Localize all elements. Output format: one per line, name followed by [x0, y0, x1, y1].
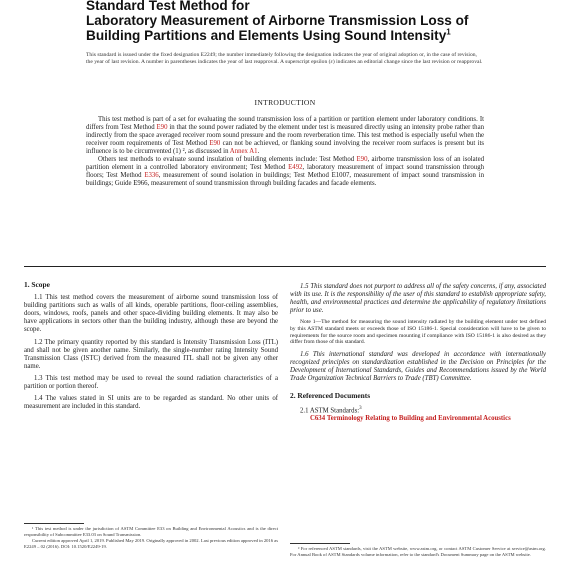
- footnote-edition: Current edition approved April 1, 2019. Published May 2019. Originally approved in 2002. Last previous edition approved in 2016 as E2249 – 02 (2016). DOI: 10.1520/E2249-19.: [24, 538, 278, 549]
- title-line-1: Standard Test Method for: [86, 0, 250, 13]
- introduction-paragraph-2: Others test methods to evaluate sound insulation of building elements include: Test Method E90, airborne transmission loss of an isolated partition element in a controlled laboratory environment; Test Method E492, laboratory measurement of impact sound transmission through floors; Test Method E336, measurement of sound isolation in buildings; Test Method E1007, measurement of impact sound transmission in buildings; Guide E966, measurement of sound transmission through building facades and facade elements.: [86, 156, 485, 188]
- scope-1-2: 1.2 The primary quantity reported by this standard is Intensity Transmission Loss (ITL) and shall not be given another name. Similarly, the single-number rating Intensity Sound Transmission Class (ISTC) derived from the measured ITL shall not be given any other name.: [24, 338, 278, 370]
- link-e90-3[interactable]: E90: [356, 156, 368, 164]
- link-annex-a1[interactable]: Annex A1: [229, 148, 258, 156]
- reference-code: C634: [310, 415, 326, 423]
- introduction-section: [86, 116, 484, 188]
- link-e90-2[interactable]: E90: [209, 140, 221, 148]
- link-e336[interactable]: E336: [144, 172, 159, 180]
- footnote-rule-right: [290, 543, 350, 544]
- scope-note-1: Note 1—The method for measuring the sound intensity radiated by the building element under test defined by this ASTM standard meets or exceeds those of ISO 15186-1. Special consideration will have to be given to requirements for the source room and specimen mounting if compliance with ISO 15186-1 is also desired as they differ from those of this standard.: [290, 319, 546, 346]
- introduction-heading: INTRODUCTION: [254, 98, 316, 107]
- link-e90[interactable]: E90: [156, 124, 168, 132]
- title-line-3: Building Partitions and Elements Using Sound Intensity$^1$: [86, 27, 451, 43]
- introduction-paragraph-1: This test method is part of a set for evaluating the sound transmission loss of a partition or partition element under laboratory conditions. It differs from Test Method E90 in that the sound power radiated by the element under test is measured directly using an intensity probe rather than indirectly from the space averaged receiver room sound pressure and the room reverberation time. This test method is especially useful when the receiver room requirements of Test Method E90 can not be achieved, or flanking sound involving the receiver room surfaces is present but its influence is to be circumvented (1) ², as discussed in Annex A1.: [86, 116, 484, 156]
- scope-1-6: 1.6 This international standard was developed in accordance with internationally recognized principles on standardization established in the Decision on Principles for the Development of International Standards, Guides and Recommendations issued by the World Trade Organization Technical Barriers to Trade (TBT) Committee.: [290, 351, 546, 383]
- left-column: [24, 281, 278, 415]
- link-e492[interactable]: E492: [288, 164, 303, 172]
- reference-title: Terminology Relating to Building and Environmental Acoustics: [326, 415, 511, 423]
- footnotes-left: [24, 526, 278, 550]
- footnotes-right: [290, 546, 546, 558]
- document-title: [86, 0, 506, 43]
- scope-1-5: 1.5 This standard does not purport to address all of the safety concerns, if any, associated with its use. It is the responsibility of the user of this standard to establish appropriate safety, health, and environmental practices and determine the applicability of regulatory limitations prior to use.: [290, 283, 546, 315]
- designation-note: This standard is issued under the fixed designation E2249; the number immediately following the designation indicates the year of original adoption or, in the case of revision, the year of last revision. A number in parentheses indicates the year of last reapproval. A superscript epsilon (ε) indicates an editorial change since the last revision or reapproval.: [86, 52, 483, 65]
- scope-heading: 1. Scope: [24, 280, 50, 289]
- footnote-3: ³ For referenced ASTM standards, visit the ASTM website, www.astm.org, or contact ASTM Customer Service at service@astm.org. For Annual Book of ASTM Standards volume information, refer to the standard's Document Summary page on the ASTM website.: [290, 546, 546, 557]
- references-subheading: 2.1 ASTM Standards:$^3$: [300, 405, 362, 414]
- scope-1-1: 1.1 This test method covers the measurement of airborne sound transmission loss of building partitions such as walls of all kinds, operable partitions, floor-ceiling assemblies, doors, windows, roofs, panels and other space-dividing building elements. It may also be have applications in sectors other than the building industry, although these are beyond the scope.: [24, 294, 278, 334]
- title-line-2: Laboratory Measurement of Airborne Transmission Loss of: [86, 13, 469, 28]
- references-heading: 2. Referenced Documents: [290, 390, 371, 400]
- title-footnote-mark: 1: [446, 27, 451, 37]
- right-column: [290, 283, 546, 423]
- footnote-1: ¹ This test method is under the jurisdiction of ASTM Committee E33 on Building and Environmental Acoustics and is the direct responsibility of Subcommittee E33.03 on Sound Transmission.: [24, 526, 278, 537]
- scope-1-4: 1.4 The values stated in SI units are to be regarded as standard. No other units of measurement are included in this standard.: [24, 395, 278, 411]
- scope-1-3: 1.3 This test method may be used to reveal the sound radiation characteristics of a partition or portion thereof.: [24, 374, 278, 391]
- footnote-rule-left: [24, 523, 84, 524]
- reference-c634[interactable]: [290, 415, 546, 423]
- section-divider: [24, 266, 546, 267]
